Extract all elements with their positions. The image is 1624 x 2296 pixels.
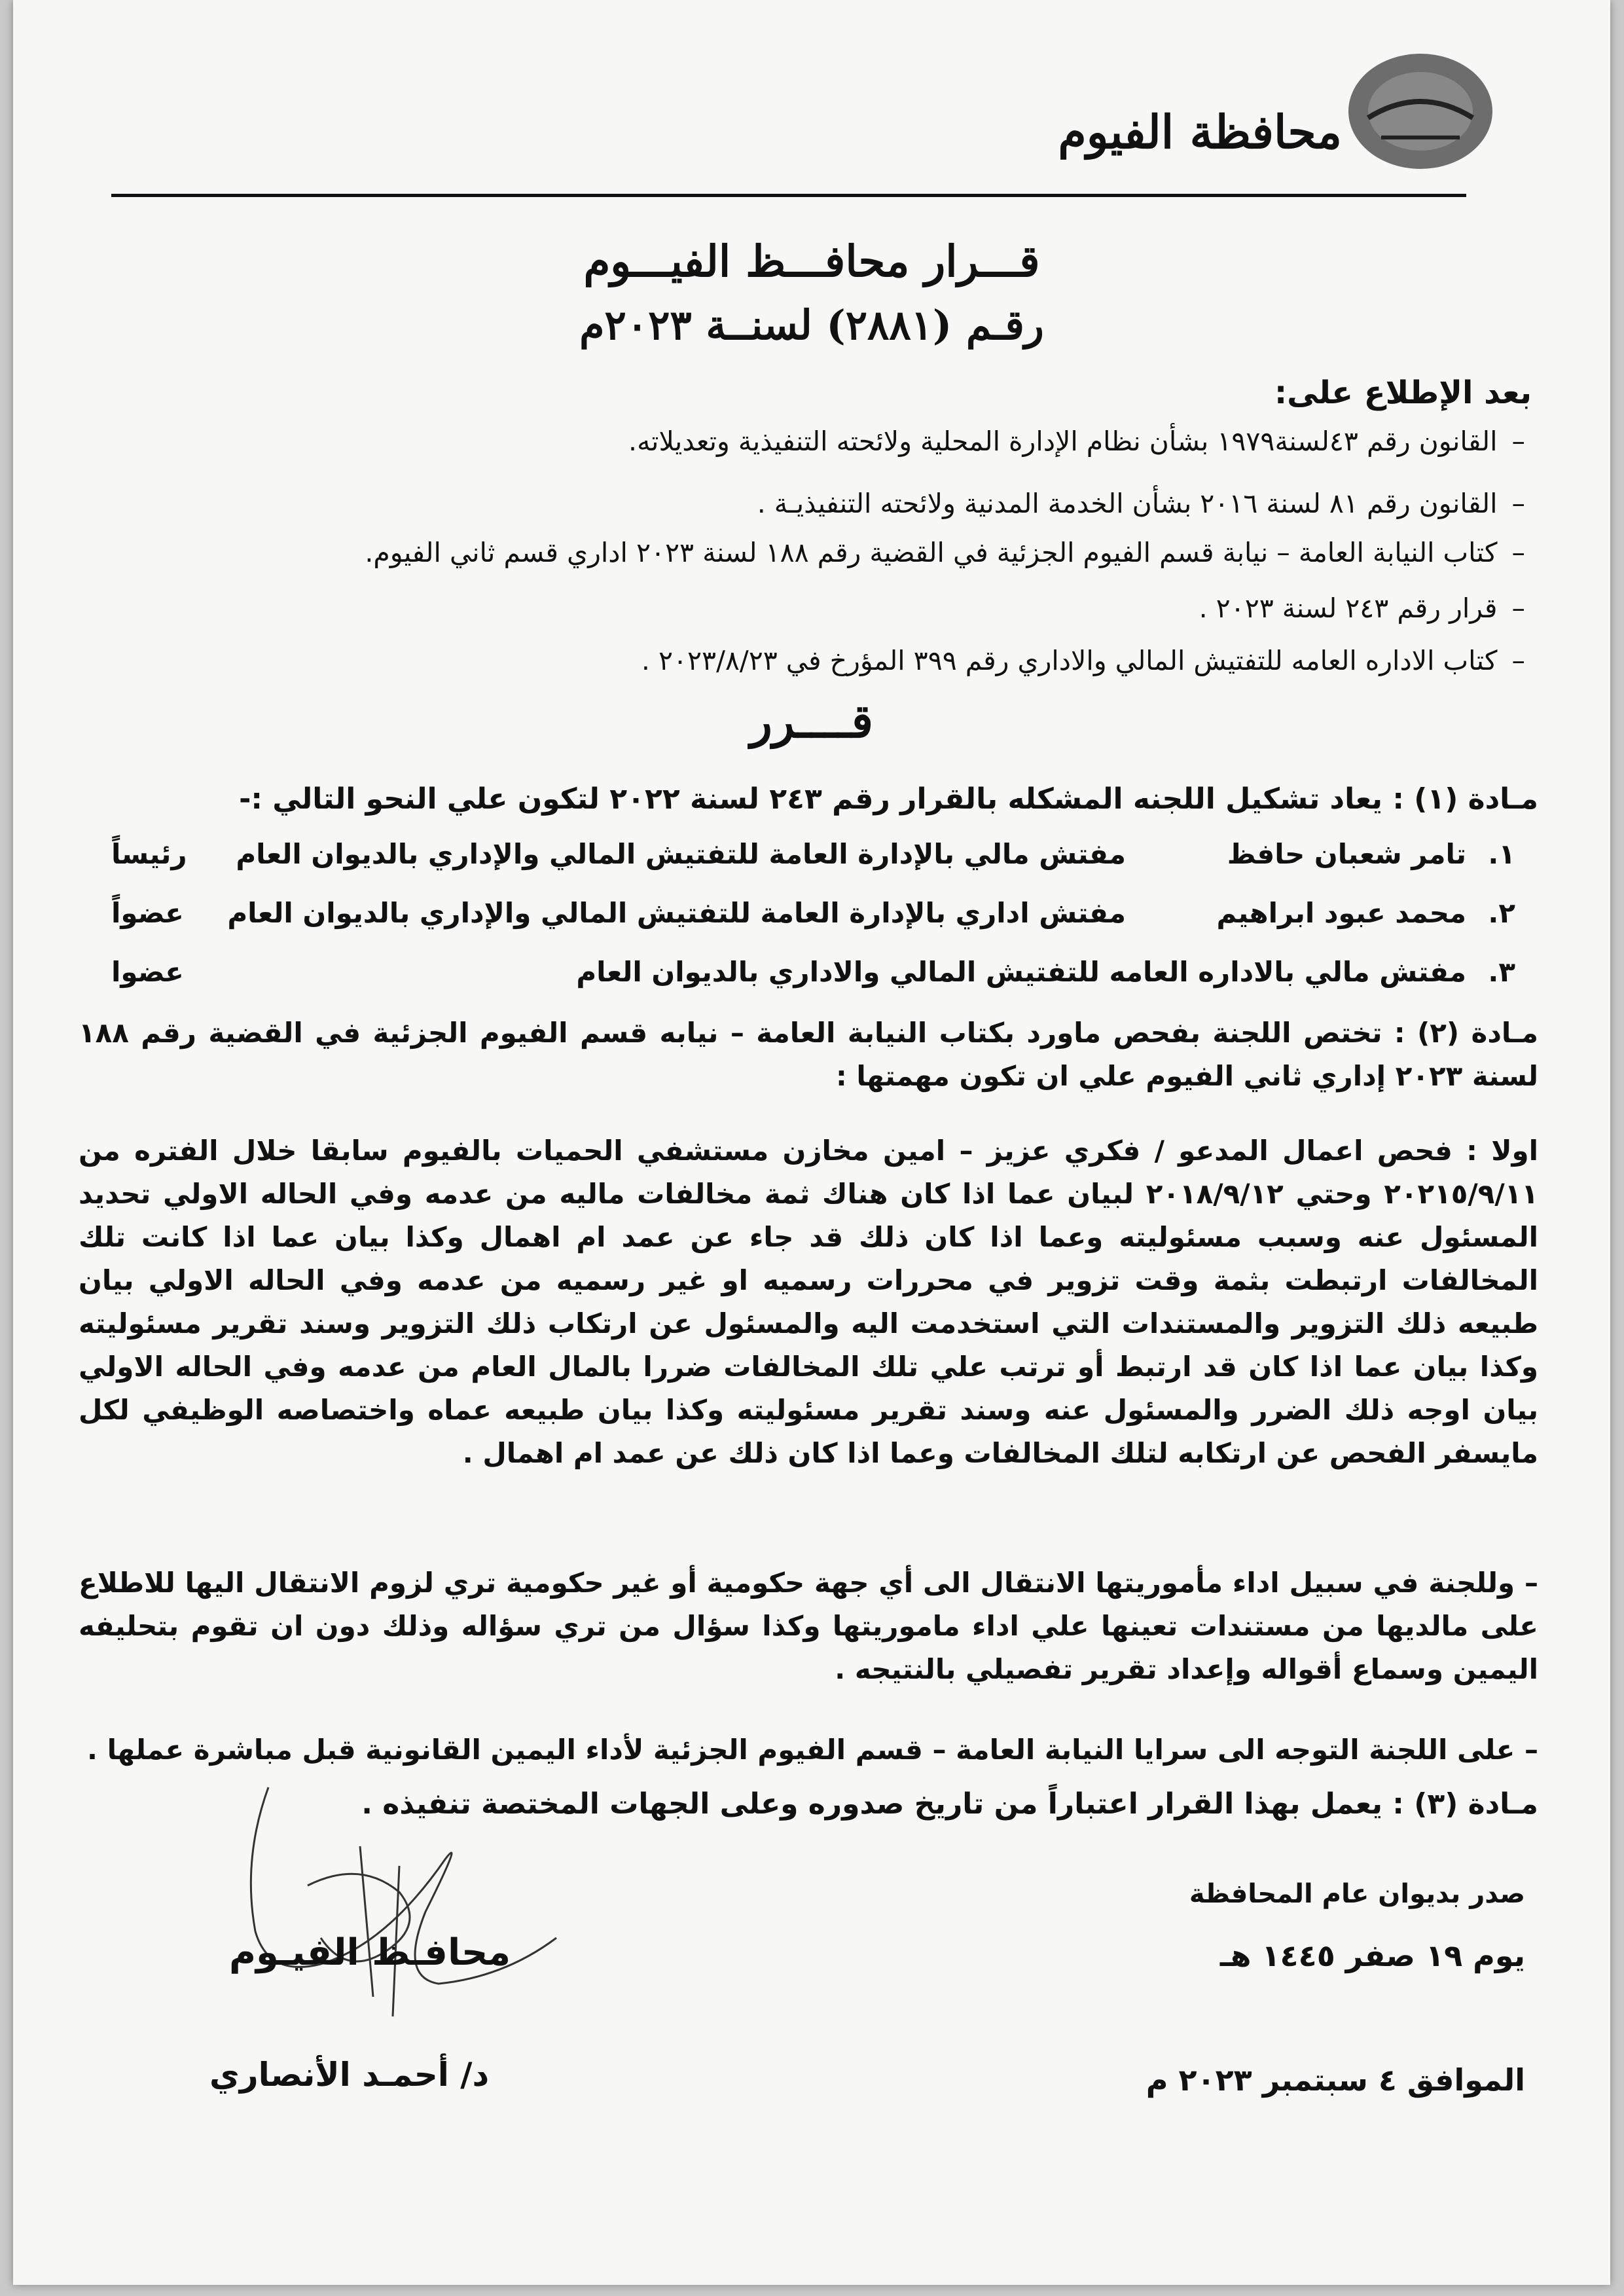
decree-title: قـــرار محافـــظ الفيـــوم bbox=[583, 236, 1040, 287]
decision-heading: قــــرر bbox=[750, 694, 873, 748]
gregorian-date: الموافق ٤ سبتمبر ٢٠٢٣ م bbox=[1146, 2062, 1525, 2098]
reference-item: – كتاب النيابة العامة – نيابة قسم الفيوم الجزئية في القضية رقم ١٨٨ لسنة ٢٠٢٣ اداري قسم ثاني الفيوم. bbox=[365, 537, 1525, 568]
article-2-third-task: – على اللجنة التوجه الى سرايا النيابة العامة – قسم الفيوم الجزئية لأداء اليمين القانونية قبل مباشرة عملها . bbox=[87, 1734, 1538, 1766]
header-divider bbox=[111, 194, 1466, 197]
signature-icon bbox=[229, 1781, 569, 2056]
member-role: عضوا bbox=[111, 956, 184, 988]
decree-page bbox=[13, 0, 1610, 2285]
reference-item: – كتاب الاداره العامه للتفتيش المالي والاداري رقم ٣٩٩ المؤرخ في ٢٠٢٣/٨/٢٣ . bbox=[641, 645, 1525, 676]
intro-heading: بعد الإطلاع على: bbox=[1274, 374, 1532, 411]
member-position: مفتش اداري بالإدارة العامة للتفتيش المالي والإداري بالديوان العام bbox=[227, 897, 1126, 929]
issued-at: صدر بديوان عام المحافظة bbox=[1189, 1879, 1525, 1909]
article-2-second-task: – وللجنة في سبيل اداء مأموريتها الانتقال الى أي جهة حكومية أو غير حكومية تري لزوم الانتقال اليها للاطلاع على مالديها من مستندات تعينها علي اداء ماموريتها وكذا سؤال من تري سؤاله وذلك دون ان تقوم بتحليفه اليمين وسماع أقواله وإعداد تقرير تفصيلي بالنتيجه . bbox=[79, 1567, 1538, 1685]
member-name: محمد عبود ابراهيم bbox=[1216, 897, 1466, 929]
member-number: ٢. bbox=[1488, 897, 1515, 929]
member-role: رئيساً bbox=[111, 838, 187, 870]
governorate-name: محافظة الفيوم bbox=[1058, 105, 1342, 159]
member-number: ٣. bbox=[1488, 956, 1515, 988]
member-position: مفتش مالي بالإدارة العامة للتفتيش المالي والإداري بالديوان العام bbox=[236, 838, 1126, 870]
decree-number: رقـم (٢٨٨١) لسنــة ٢٠٢٣م bbox=[579, 301, 1044, 349]
reference-item: – القانون رقم ٨١ لسنة ٢٠١٦ بشأن الخدمة المدنية ولائحته التنفيذيـة . bbox=[757, 488, 1525, 519]
hijri-date: يوم ١٩ صفر ١٤٤٥ هـ bbox=[1219, 1938, 1525, 1973]
signatory-name: د/ أحمـد الأنصاري bbox=[209, 2056, 490, 2094]
article-2-text: مـادة (٢) : تختص اللجنة بفحص ماورد بكتاب النيابة العامة – نيابه قسم الفيوم الجزئية في القضية رقم ١٨٨ لسنة ٢٠٢٣ إداري ثاني الفيوم علي ان تكون مهمتها : bbox=[79, 1017, 1539, 1092]
signatory-title: محافـظ الفيـوم bbox=[229, 1931, 511, 1974]
reference-item: – قرار رقم ٢٤٣ لسنة ٢٠٢٣ . bbox=[1199, 592, 1525, 624]
reference-item: – القانون رقم ٤٣لسنة١٩٧٩ بشأن نظام الإدارة المحلية ولائحته التنفيذية وتعديلاته. bbox=[628, 426, 1525, 457]
governorate-seal-icon bbox=[1342, 46, 1499, 177]
article-3-text: مـادة (٣) : يعمل بهذا القرار اعتباراً من تاريخ صدوره وعلى الجهات المختصة تنفيذه . bbox=[361, 1787, 1538, 1821]
article-1-heading: مـادة (١) : يعاد تشكيل اللجنه المشكله بالقرار رقم ٢٤٣ لسنة ٢٠٢٢ لتكون علي النحو التالي :- bbox=[239, 782, 1538, 816]
member-position: مفتش مالي بالاداره العامه للتفتيش المالي والاداري بالديوان العام bbox=[576, 956, 1466, 988]
article-2-first-task: اولا : فحص اعمال المدعو / فكري عزيز – امين مخازن مستشفي الحميات بالفيوم سابقا خلال الفتره من ٢٠٢١٥/٩/١١ وحتي ٢٠١٨/٩/١٢ لبيان عما اذا كان هناك ثمة مخالفات ماليه من عدمه وفي الحاله الاولي تحديد المسئول عنه وسبب مسئوليته وعما اذا كان ذلك قد جاء عن عمد ام اهمال وكذا بيان عما اذا كانت تلك المخالفات ارتبطت بثمة وقت تزوير في محررات رسميه او غير رسميه من عدمه وفي الحاله الاولي بيان طبيعه ذلك التزوير والمستندات التي استخدمت اليه والمسئول عن ارتكاب ذلك التزوير وسند تقرير مسئوليته وكذا بيان عما اذا كان قد ارتبط أو ترتب علي تلك المخالفات ضررا بالمال العام من عدمه وفي الحاله الاولي بيان اوجه ذلك الضرر والمسئول عنه وسند تقرير مسئوليته وكذا بيان طبيعه عماه واختصاصه الوظيفي لكل مايسفر الفحص عن ارتكابه لتلك المخالفات وعما اذا كان ذلك عن عمد ام اهمال . bbox=[79, 1135, 1538, 1469]
member-role: عضواً bbox=[111, 897, 184, 929]
member-name: تامر شعبان حافظ bbox=[1227, 838, 1466, 870]
member-number: ١. bbox=[1488, 838, 1515, 870]
